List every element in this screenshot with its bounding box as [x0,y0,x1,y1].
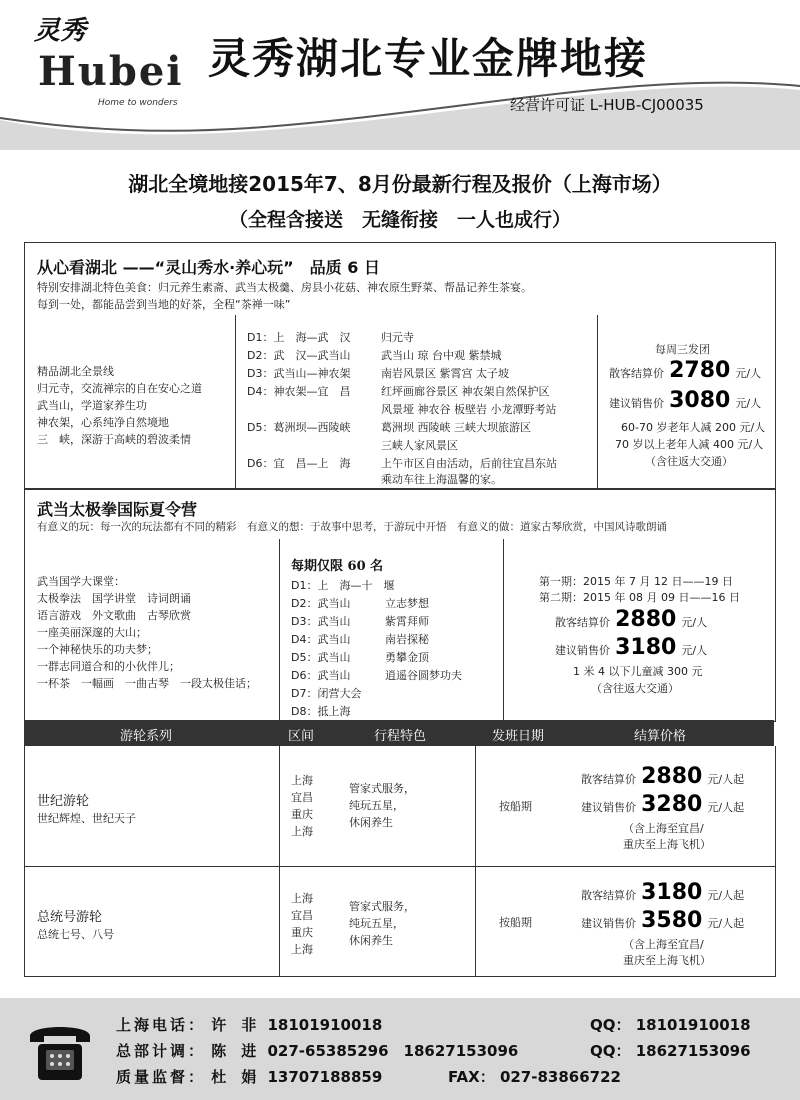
section2-highlights [37,573,257,692]
section1-price-divider [597,315,598,488]
fax-label: FAX： [448,1068,495,1086]
itinerary-detail: 红坪画廊谷景区 神农架自然保护区 [381,385,550,398]
route-stop: 宜昌 [291,909,313,922]
section1-title: 从心看湖北 ——“灵山秀水·养心玩” 品质 6 日 [37,258,380,277]
highlight-item: 武当国学大课堂： [37,575,125,588]
col-header-date: 发班日期 [492,729,545,744]
suggest-price-label: 建议销售价 [581,917,636,930]
cruise-features [349,898,415,949]
section-hubei-tour [24,242,776,490]
itinerary-detail: 风景垭 神农谷 板壁岩 小龙潭野考站 [381,403,557,416]
customer-price-label: 散客结算价 [581,773,636,786]
feature-item: 纯玩五星， [349,917,404,930]
contact-headquarters-qq [590,1040,751,1061]
brand-title: 灵秀湖北专业金牌地接 [208,34,649,83]
col-header-features: 行程特色 [374,729,427,744]
price-unit: 元/人 [735,397,762,410]
itinerary-detail: 乘动车往上海温馨的家。 [381,473,502,486]
route-stop: 上海 [291,943,313,956]
highlight-item: 一座美丽深邃的大山； [37,626,147,639]
camp-limit: 每期仅限 60 名 [291,559,384,574]
customer-price: 2880 [641,764,703,789]
senior-discount-2: 70 岁以上老年人减 400 元/人 [615,438,764,451]
itinerary-detail: 立志梦想 [385,597,429,610]
section2-title: 武当太极拳国际夏令营 [37,500,198,519]
suggest-price-row [555,635,707,660]
suggest-price-row [581,792,744,817]
contact-shanghai [116,1014,382,1035]
customer-price: 3180 [641,880,703,905]
itinerary-day: D2：武 汉—武当山 [247,349,351,362]
itinerary-detail: 南岩探秘 [385,633,429,646]
highlight-item: 语言游戏 外文歌曲 古琴欣赏 [37,609,191,622]
contact-phone: 13707188859 [267,1068,383,1086]
itinerary-detail: 三峡人家风景区 [381,439,458,452]
customer-price: 2780 [669,358,731,383]
logo-english: Hubei [38,48,184,95]
contact-phone: 027-65385296 18627153096 [267,1042,519,1060]
customer-price-label: 散客结算价 [581,889,636,902]
camp-period-1: 第一期：2015 年 7 月 12 日——19 日 [539,575,733,588]
fax-number: 027-83866722 [499,1068,621,1086]
qq-number: 18627153096 [635,1042,751,1060]
highlight-item: 归元寺，交流禅宗的自在安心之道 [37,382,202,395]
cruise-route [291,772,313,840]
contact-fax [448,1066,621,1087]
contact-quality [116,1066,382,1087]
qq-number: 18101910018 [635,1016,751,1034]
highlight-item: 神农架，心系纯净自然境地 [37,416,169,429]
col-header-price: 结算价格 [634,729,687,744]
table-col-divider [475,746,476,976]
section2-price-divider [503,539,504,720]
highlight-item: 一群志同道合和的小伙伴儿； [37,660,180,673]
section1-divider [235,315,236,488]
cruise-ships: 世纪辉煌、世纪天子 [37,812,136,825]
price-unit: 元/人起 [707,917,745,930]
contact-label: 质量监督： [116,1068,207,1086]
suggest-price-label: 建议销售价 [609,397,664,410]
contact-name: 陈 进 [211,1042,257,1060]
telephone-icon [24,1014,96,1086]
itinerary-detail: 葛洲坝 西陵峡 三峡大坝旅游区 [381,421,531,434]
highlight-item: 武当山，学道家养生功 [37,399,147,412]
route-stop: 上海 [291,825,313,838]
itinerary-day: D1：上 海—武 汉 [247,331,351,344]
cruise-date: 按船期 [499,800,532,813]
price-unit: 元/人起 [707,889,745,902]
itinerary-day: D5：武当山 [291,651,351,664]
cruise-table-header [24,720,774,746]
flight-note-1: （含上海至宜昌/ [623,938,704,951]
customer-price-row [581,880,744,905]
price-unit: 元/人起 [707,801,745,814]
suggest-price-label: 建议销售价 [555,644,610,657]
itinerary-day: D1：上 海—十 堰 [291,579,395,592]
itinerary-day: D7：闭营大会 [291,687,362,700]
itinerary-detail: 紫霄拜师 [385,615,429,628]
customer-price-row [555,607,707,632]
feature-item: 休闲养生 [349,934,393,947]
transport-note: （含往返大交通） [645,455,733,468]
price-unit: 元/人 [681,616,708,629]
suggest-price-label: 建议销售价 [581,801,636,814]
cruise-name: 世纪游轮 [37,794,90,809]
departure-schedule: 每周三发团 [655,343,710,356]
page-subtitle: （全程含接送 无缝衔接 一人也成行） [228,209,571,231]
senior-discount-1: 60-70 岁老年人减 200 元/人 [621,421,766,434]
itinerary-detail: 上午市区自由活动，后前往宜昌东站 [381,457,557,470]
suggest-price: 3580 [641,908,703,933]
cruise-features [349,780,415,831]
suggest-price: 3280 [641,792,703,817]
col-header-series: 游轮系列 [120,729,173,744]
route-stop: 重庆 [291,808,313,821]
suggest-price: 3180 [615,635,677,660]
route-stop: 宜昌 [291,791,313,804]
itinerary-detail: 逍遥谷圆梦功夫 [385,669,462,682]
itinerary-day: D8：抵上海 [291,705,351,718]
itinerary-detail: 武当山 琼 台中观 紫禁城 [381,349,502,362]
itinerary-day: D3：武当山 [291,615,351,628]
itinerary-day: D4：神农架—宜 昌 [247,385,351,398]
price-unit: 元/人 [735,367,762,380]
cruise-ships: 总统七号、八号 [37,928,114,941]
feature-item: 纯玩五星， [349,799,404,812]
cruise-name: 总统号游轮 [37,910,103,925]
itinerary-day: D3：武当山—神农架 [247,367,351,380]
feature-item: 管家式服务， [349,900,415,913]
contact-name: 许 非 [211,1016,257,1034]
feature-item: 管家式服务， [349,782,415,795]
section1-intro-tea: 每到一处，都能品尝到当地的好茶，全程“茶禅一味” [37,298,291,311]
footer-contacts [0,998,800,1100]
flight-note-2: 重庆至上海飞机） [623,838,711,851]
section2-divider [279,539,280,720]
col-header-route: 区间 [288,729,315,744]
contact-name: 杜 娟 [211,1068,257,1086]
highlight-item: 三 峡，深游于高峡的碧波柔情 [37,433,191,446]
customer-price-label: 散客结算价 [609,367,664,380]
cruise-route [291,890,313,958]
section1-intro-food: 特别安排湖北特色美食：归元养生素斋、武当太极羹、房县小花菇、神农原生野菜、帮晶记养生茶宴。 [37,281,532,294]
cruise-date: 按船期 [499,916,532,929]
qq-label: QQ： [590,1042,631,1060]
feature-item: 休闲养生 [349,816,393,829]
itinerary-day: D4：武当山 [291,633,351,646]
contact-label: 总部计调： [116,1042,207,1060]
price-unit: 元/人起 [707,773,745,786]
section1-highlights [37,363,202,448]
route-stop: 上海 [291,774,313,787]
transport-note: （含往返大交通） [591,682,679,695]
flight-note-2: 重庆至上海飞机） [623,954,711,967]
suggest-price-row [609,388,761,413]
itinerary-day: D6：宜 昌—上 海 [247,457,351,470]
highlight-item: 精品湖北全景线 [37,365,114,378]
suggest-price-row [581,908,744,933]
contact-headquarters [116,1040,518,1061]
section-taichi-camp [24,488,776,722]
table-col-divider [279,746,280,976]
logo-chinese: 灵秀 [34,16,87,46]
highlight-item: 太极拳法 国学讲堂 诗词朗诵 [37,592,191,605]
cruise-table [24,746,776,977]
qq-label: QQ： [590,1016,631,1034]
highlight-item: 一杯茶 一幅画 一曲古琴 一段太极佳话； [37,677,257,690]
license-number: 经营许可证 L-HUB-CJ00035 [510,96,704,114]
customer-price-label: 散客结算价 [555,616,610,629]
customer-price-row [581,764,744,789]
camp-period-2: 第二期：2015 年 08 月 09 日——16 日 [539,591,740,604]
contact-shanghai-qq [590,1014,751,1035]
contact-label: 上海电话： [116,1016,207,1034]
page-title: 湖北全境地接2015年7、8月份最新行程及报价（上海市场） [128,172,672,196]
itinerary-day: D6：武当山 [291,669,351,682]
logo-tagline: Home to wonders [98,98,178,108]
itinerary-detail: 归元寺 [381,331,414,344]
route-stop: 上海 [291,892,313,905]
section2-tagline: 有意义的玩：每一次的玩法都有不同的精彩 有意义的想：于故事中思考，于游玩中开悟 有意义的做：道家古琴欣赏，中国风诗歌朗诵 [37,521,667,533]
contact-phone: 18101910018 [267,1016,383,1034]
child-discount: 1 米 4 以下儿童减 300 元 [573,665,703,678]
table-row-divider [25,866,775,867]
itinerary-detail: 勇攀金顶 [385,651,429,664]
itinerary-day: D5：葛洲坝—西陵峡 [247,421,351,434]
itinerary-day: D2：武当山 [291,597,351,610]
flight-note-1: （含上海至宜昌/ [623,822,704,835]
itinerary-detail: 南岩风景区 紫霄宫 太子坡 [381,367,509,380]
suggest-price: 3080 [669,388,731,413]
customer-price-row [609,358,761,383]
price-unit: 元/人 [681,644,708,657]
highlight-item: 一个神秘快乐的功夫梦； [37,643,158,656]
header [0,0,800,150]
customer-price: 2880 [615,607,677,632]
route-stop: 重庆 [291,926,313,939]
